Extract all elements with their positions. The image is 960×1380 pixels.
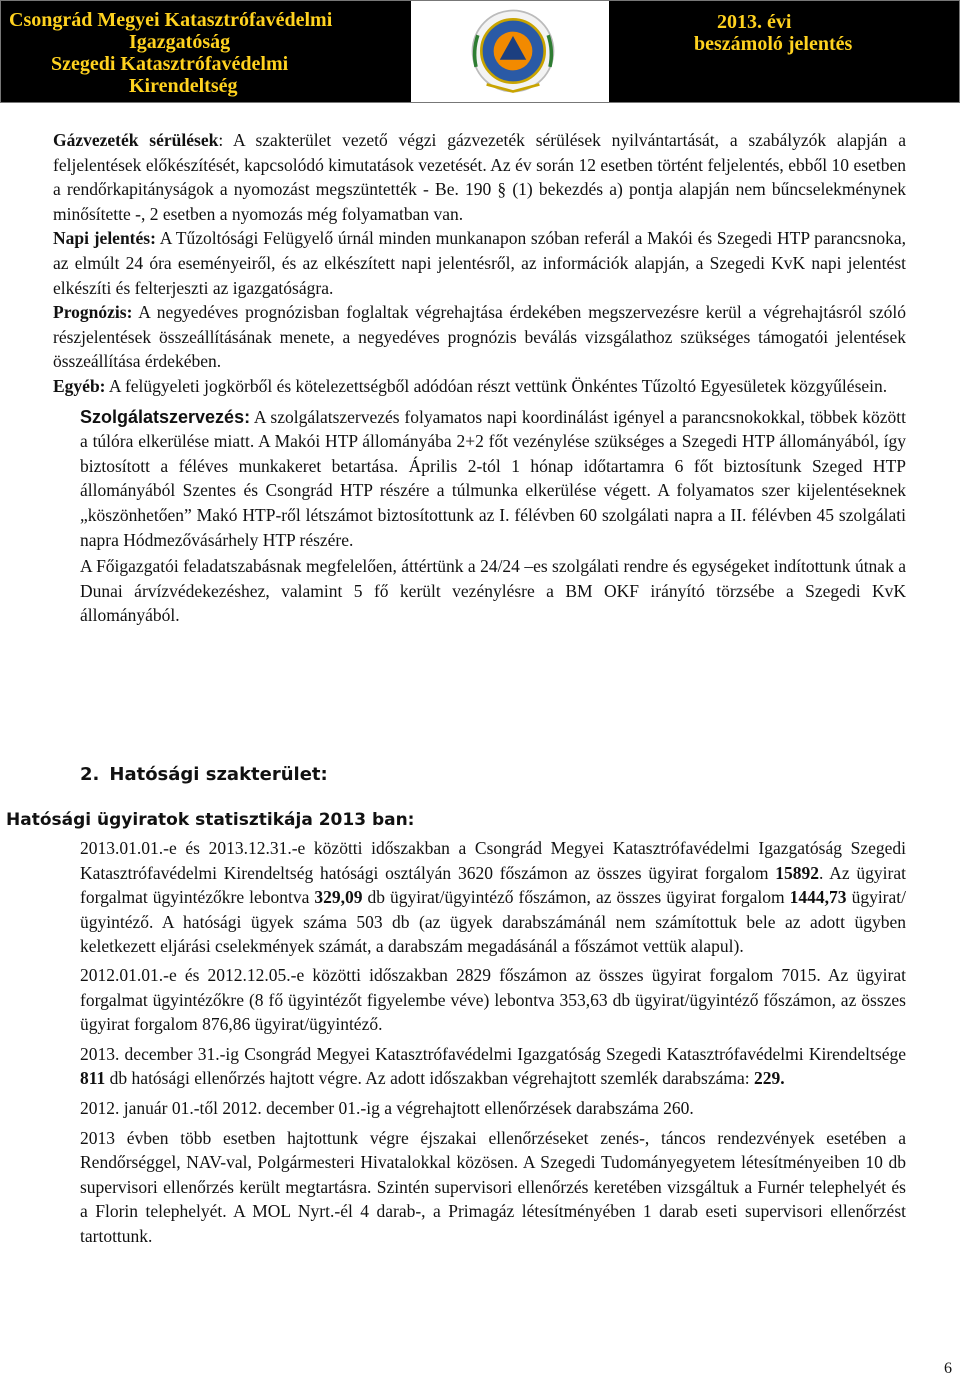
paragraph-text: A Főigazgatói feladatszabásnak megfelelően, áttértünk a 24/24 –es szolgálati rendre és egységeket indítottunk útnak a Dunai árvízvédekezéshez, valamint 5 fő került vezénylésre a BM OKF irányító törzsébe a Szegedi KvK állományából. (80, 556, 906, 626)
total-per-clerk: 1444,73 (789, 887, 847, 908)
page-number: 6 (944, 1360, 952, 1377)
organization-line: Igazgatóság (129, 31, 231, 53)
section-number: 2. (80, 764, 100, 785)
text-run: 2013.01.01.-e és 2013.12.31.-e közötti időszakban a Csongrád Megyei Katasztrófavédelmi Igazgatóság Szegedi Katasztrófavédelmi Kirendeltség hatósági osztályán 3620 főszámon az összes ügyirat forgalom (80, 838, 906, 883)
paragraph-label: Egyéb: (53, 375, 106, 396)
paragraph-text: A felügyeleti jogkörből és kötelezettségből adódóan részt vettünk Önkéntes Tűzoltó Egyesületek közgyűlésein. (105, 375, 888, 396)
organization-name (9, 9, 332, 97)
paragraph-label: Szolgálatszervezés: (80, 406, 251, 427)
organization-line: Csongrád Megyei Katasztrófavédelmi (9, 9, 333, 31)
paragraph-stats-2013 (80, 836, 906, 959)
paragraph-service-organization (80, 405, 906, 553)
paragraph-other (53, 374, 906, 399)
section-title: Hatósági szakterület: (109, 764, 328, 785)
paragraph-gas-damage (53, 128, 906, 226)
statistics-text (80, 836, 906, 1254)
paragraph-label: Gázvezeték sérülések (53, 130, 219, 150)
text-run: db ügyirat/ügyintéző főszámon, az összes ügyirat forgalom (362, 887, 790, 908)
text-run: . Az ügyirat forgalmat ügyintézőkre lebontva (80, 862, 906, 908)
header-organization-block (1, 1, 411, 102)
paragraph-inspections-2012: 2012. január 01.-től 2012. december 01.-ig a végrehajtott ellenőrzések darabszáma 260. (80, 1097, 694, 1118)
total-case-count: 15892 (775, 862, 820, 883)
subsection-heading: Hatósági ügyiratok statisztikája 2013 ban: (6, 810, 415, 830)
paragraph-prognosis (53, 300, 906, 374)
paragraph-daily-report (53, 226, 906, 300)
paragraph-text: A negyedéves prognózisban foglaltak végrehajtása érdekében megszervezésre kerül a végrehajtásról szóló részjelentések összeállításának menete, a negyedéves prognózis beválás vizsgálathoz szükséges támogatói jelentések összeállítása érdekében. (53, 302, 906, 372)
cases-per-clerk: 329,09 (314, 887, 363, 908)
report-title (609, 11, 959, 55)
paragraph-night-inspections: 2013 évben több esetben hajtottunk végre éjszakai ellenőrzéseket zenés-, táncos rendezvények esetében a Rendőrséggel, NAV-val, Polgármesteri Hivatalokkal közösen. A Szegedi Tudományegyetem létesítményeiben 10 db supervisori ellenőrzés került megtartásra. Szintén supervisori ellenőrzés keretében vizsgáltuk a Furnér telephelyét és a Florin telephelyét. A MOL Nyrt.-él 4 darab-, a Primagáz létesítményében 1 darab eseti supervisori ellenőrzést tartottunk. (80, 1127, 906, 1246)
paragraph-text: : A szakterület vezető végzi gázvezeték sérülések nyilvántartását, a szabályzók alapján a feljelentések előkészítését, kapcsolódó kimutatások vezetését. Az év során 12 esetben történt feljelentés, ebből 10 esetben a rendőrkapitányságok a nyomozást megszüntették - Be. 190 § (1) bekezdés a) pontja alapján nem bűncselekménynek minősítette -, 2 esetben a nyomozás még folyamatban van. (53, 130, 906, 224)
paragraph-text: A Tűzoltósági Felügyelő úrnál minden munkanapon szóban referál a Makói és Szegedi HTP parancsnoka, az elmúlt 24 óra eseményeiről, és az elkészített napi jelentésről, az információk alapján, a Szegedi KvK napi jelentést elkészíti és felterjeszti az igazgatóságra. (53, 228, 906, 298)
paragraph-inspections-2013 (80, 1042, 906, 1091)
paragraph-label: Prognózis: (53, 302, 133, 323)
organization-line: Szegedi Katasztrófavédelmi (51, 53, 289, 75)
section-heading (80, 764, 328, 785)
paragraph-text: A szolgálatszervezés folyamatos napi koordinálást igényel a parancsnokokkal, többek között a túlóra elkerülése miatt. A Makói HTP állományába 2+2 főt vezénylése szükséges a Szegedi HTP állományából, így biztosított a féléves munkakeret betartása. Április 2-tól 1 hónap időtartamra 6 főt biztosítunk Szeged HTP állományából Szentes és Csongrád HTP részére a túlmunka elkerülése végett. A folyamatos szer kijelentéseknek „köszönhetően” Makó HTP-ről létszámot biztosítottunk az I. félévben 60 szolgálati napra a II. félévben 45 szolgálati napra Hódmezővásárhely HTP részére. (80, 406, 906, 550)
text-run: db hatósági ellenőrzés hajtott végre. Az adott időszakban végrehajtott szemlék darabszáma: (105, 1068, 755, 1089)
survey-count: 229. (754, 1068, 785, 1089)
organization-line: Kirendeltség (129, 75, 238, 97)
paragraph-stats-2012: 2012.01.01.-e és 2012.12.05.-e közötti időszakban 2829 főszámon az összes ügyirat forgalom 7015. Az ügyirat forgalmat ügyintézőkre (8 fő ügyintézőt figyelembe véve) lebontva 353,63 db ügyirat/ügyintéző főszámon, az összes ügyirat forgalom 876,86 ügyirat/ügyintéző. (80, 964, 906, 1035)
header-report-block (609, 1, 959, 102)
report-header (0, 0, 960, 103)
text-run: 2013. december 31.-ig Csongrád Megyei Katasztrófavédelmi Igazgatóság Szegedi Katasztrófavédelmi Kirendeltsége (80, 1043, 906, 1064)
disaster-management-emblem-icon (469, 7, 557, 95)
report-type: beszámoló jelentés (694, 33, 853, 55)
paragraph-label: Napi jelentés: (53, 228, 156, 249)
main-text (53, 128, 906, 628)
report-year: 2013. évi (717, 11, 792, 33)
header-emblem-block (411, 1, 611, 102)
paragraph-director-task (80, 554, 906, 628)
inspection-count: 811 (80, 1068, 106, 1089)
text-run: ügyirat/ügyintéző. A hatósági ügyek száma 503 db (az ügyek darabszámánál nem számítottuk bele az adott ügyben keletkezett eljárási cselekmények számát, a darabszám megadásánál a főszámot vettük alapul). (80, 887, 906, 957)
